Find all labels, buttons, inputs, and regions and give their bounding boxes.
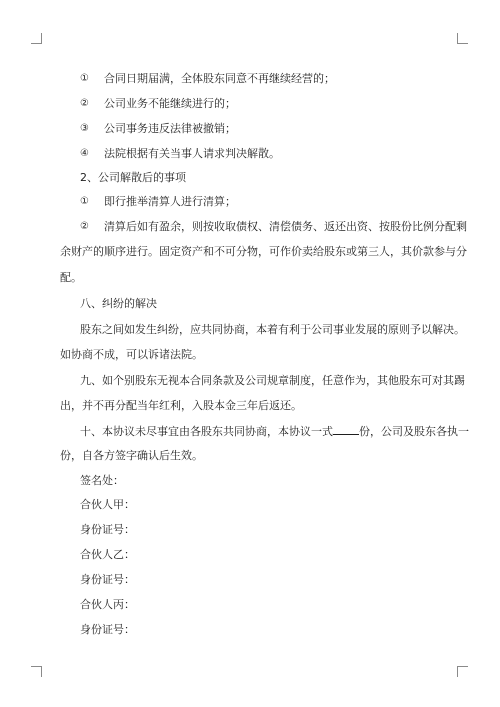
- paragraph-line: 余财产的顺序进行。固定资产和不可分物，可作价卖给股东或第三人，其价款参与分: [60, 245, 467, 258]
- list-item-number: ③: [80, 123, 89, 134]
- list-item-text: 合同日期届满，全体股东同意不再继续经营的；: [104, 72, 335, 85]
- crop-mark-bottom-left: [31, 666, 42, 677]
- signature-field-label: 身份证号：: [80, 623, 135, 636]
- list-item-number: ①: [80, 196, 89, 207]
- paragraph-line: 份，自各方签字确认后生效。: [60, 449, 203, 462]
- copies-blank-line: [333, 424, 359, 435]
- crop-mark-top-left: [31, 33, 42, 44]
- paragraph-line: [80, 424, 469, 439]
- crop-mark-bottom-right: [457, 666, 468, 677]
- paragraph-line: 出，并不再分配当年红利，入股本金三年后返还。: [60, 399, 302, 412]
- section-heading: 2、公司解散后的事项: [80, 171, 186, 184]
- paragraph-text: 十、本协议未尽事宜由各股东共同协商，本协议一式: [80, 425, 333, 438]
- paragraph-line: 如协商不成，可以诉诸法院。: [60, 348, 203, 361]
- paragraph-text: 份，公司及股东各执一: [359, 425, 469, 438]
- list-item-number: ②: [80, 221, 89, 232]
- list-item-text: 法院根据有关当事人请求判决解散。: [104, 147, 280, 160]
- signature-field-label: 合伙人甲：: [80, 498, 135, 511]
- list-item-text: 清算后如有盈余，则按收取债权、清偿债务、返还出资、按股份比例分配剩: [104, 220, 467, 233]
- signature-field-label: 合伙人丙：: [80, 598, 135, 611]
- signature-field-label: 身份证号：: [80, 523, 135, 536]
- crop-mark-top-right: [457, 33, 468, 44]
- paragraph-line: 配。: [60, 271, 82, 284]
- signature-field-label: 身份证号：: [80, 573, 135, 586]
- list-item-number: ②: [80, 98, 89, 109]
- paragraph-line: 九、如个别股东无视本合同条款及公司规章制度，任意作为，其他股东可对其踢: [80, 374, 465, 387]
- list-item-text: 公司业务不能继续进行的；: [104, 97, 236, 110]
- list-item-number: ④: [80, 148, 89, 159]
- section-heading: 八、纠纷的解决: [80, 297, 157, 310]
- signature-field-label: 合伙人乙：: [80, 548, 135, 561]
- signature-heading: 签名处：: [80, 474, 124, 487]
- paragraph-line: 股东之间如发生纠纷，应共同协商，本着有利于公司事业发展的原则予以解决。: [80, 323, 465, 336]
- list-item-number: ①: [80, 73, 89, 84]
- list-item-text: 即行推举清算人进行清算；: [104, 195, 236, 208]
- list-item-text: 公司事务违反法律被撤销；: [104, 122, 236, 135]
